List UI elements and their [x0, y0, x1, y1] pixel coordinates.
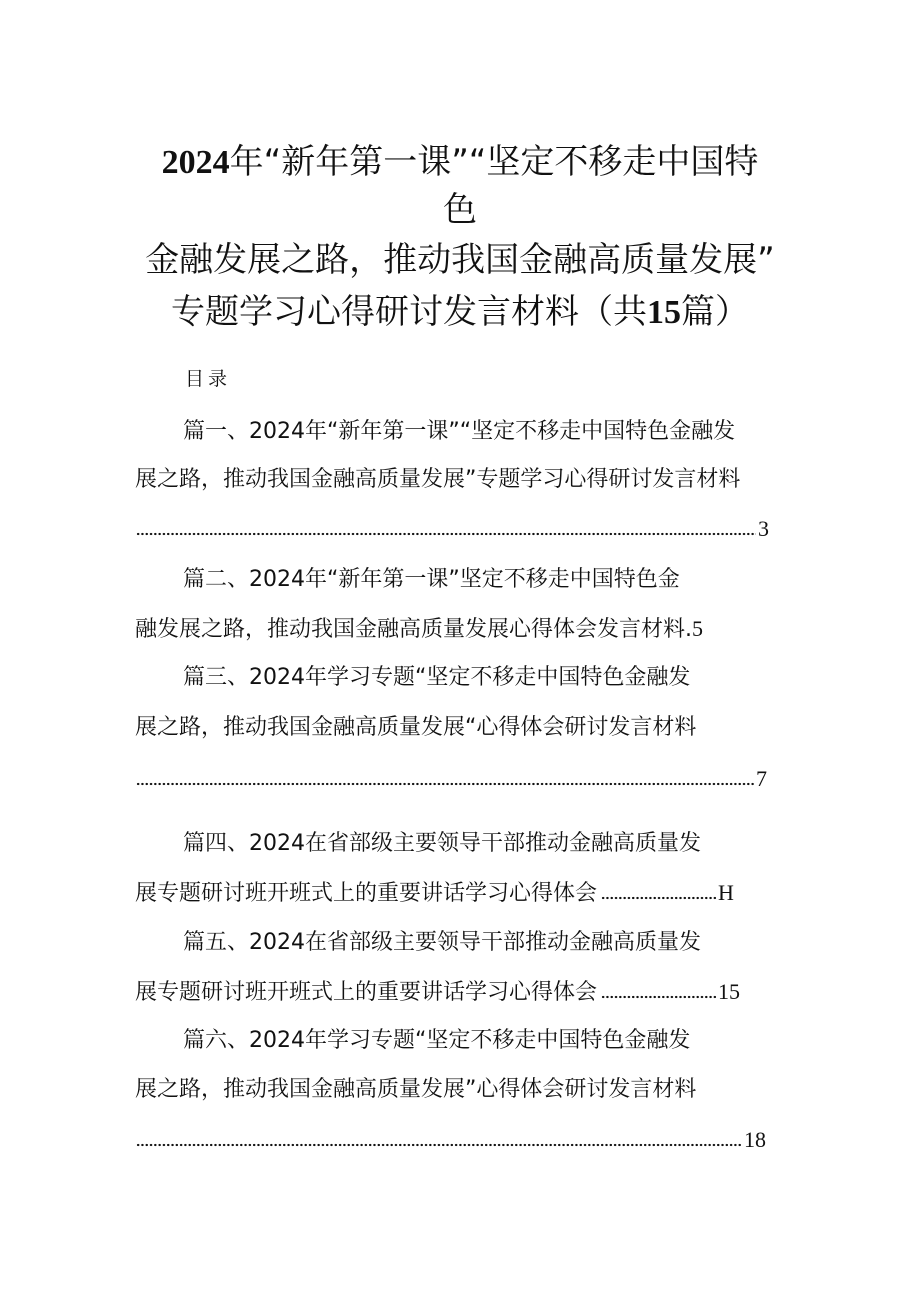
title-line-4-post: 篇）: [681, 292, 749, 332]
dot-leader: [136, 532, 756, 536]
toc-entry-6-line-1[interactable]: 篇六、2024年学习专题“坚定不移走中国特色金融发: [183, 1028, 691, 1053]
title-line-1: [110, 140, 810, 185]
toc-entry-4-line-2-text: 展专题研讨班开班式上的重要讲话学习心得体会: [135, 881, 598, 906]
toc-entry-2-line-2[interactable]: [135, 613, 703, 646]
title-year: 2024: [161, 144, 230, 181]
title-line-3: 金融发展之路，推动我国金融高质量发展”: [145, 240, 775, 280]
dot-leader: [601, 995, 716, 999]
toc-entry-1-leader: [136, 514, 769, 544]
title-count: 15: [647, 294, 681, 331]
dot-leader: [136, 1143, 742, 1147]
title-line-4: [110, 290, 810, 335]
toc-entry-4-line-1[interactable]: 篇四、2024在省部级主要领导干部推动金融高质量发: [183, 831, 701, 856]
dot-leader: [136, 782, 754, 786]
toc-entry-3-page[interactable]: 7: [756, 766, 767, 791]
toc-entry-2-line-2-text: 融发展之路，推动我国金融高质量发展心得体会发言材料.: [135, 617, 692, 642]
toc-entry-3-line-1[interactable]: 篇三、2024年学习专题“坚定不移走中国特色金融发: [183, 665, 691, 690]
toc-entry-4-page[interactable]: H: [718, 880, 734, 905]
title-line-2: 色: [443, 190, 477, 230]
toc-entry-5-page[interactable]: 15: [718, 979, 741, 1004]
toc-entry-1-page[interactable]: 3: [758, 516, 769, 541]
toc-entry-1-line-2[interactable]: 展之路，推动我国金融高质量发展”专题学习心得研讨发言材料: [135, 467, 741, 492]
toc-entry-6-page[interactable]: 18: [744, 1127, 766, 1152]
title-line-4-pre: 专题学习心得研讨发言材料（共: [171, 292, 647, 332]
toc-entry-5-line-2-text: 展专题研讨班开班式上的重要讲话学习心得体会: [135, 980, 598, 1005]
toc-entry-3-leader: [136, 764, 767, 794]
toc-entry-2-line-1[interactable]: 篇二、2024年“新年第一课”坚定不移走中国特色金: [183, 567, 680, 592]
toc-entry-5-line-2[interactable]: [135, 976, 740, 1009]
toc-heading: 目录: [185, 368, 232, 390]
toc-entry-1-line-1[interactable]: 篇一、2024年“新年第一课”“坚定不移走中国特色金融发: [183, 419, 736, 444]
toc-entry-5-line-1[interactable]: 篇五、2024在省部级主要领导干部推动金融高质量发: [183, 930, 701, 955]
toc-entry-6-line-2[interactable]: 展之路，推动我国金融高质量发展”心得体会研讨发言材料: [135, 1077, 697, 1102]
dot-leader: [601, 896, 716, 900]
toc-entry-4-line-2[interactable]: [135, 877, 734, 910]
toc-entry-3-line-2[interactable]: 展之路，推动我国金融高质量发展“心得体会研讨发言材料: [135, 715, 697, 740]
title-line-1-text: 年“新年第一课”“坚定不移走中国特: [229, 142, 759, 182]
toc-entry-6-leader: [136, 1125, 766, 1155]
toc-entry-2-page[interactable]: 5: [692, 616, 703, 641]
